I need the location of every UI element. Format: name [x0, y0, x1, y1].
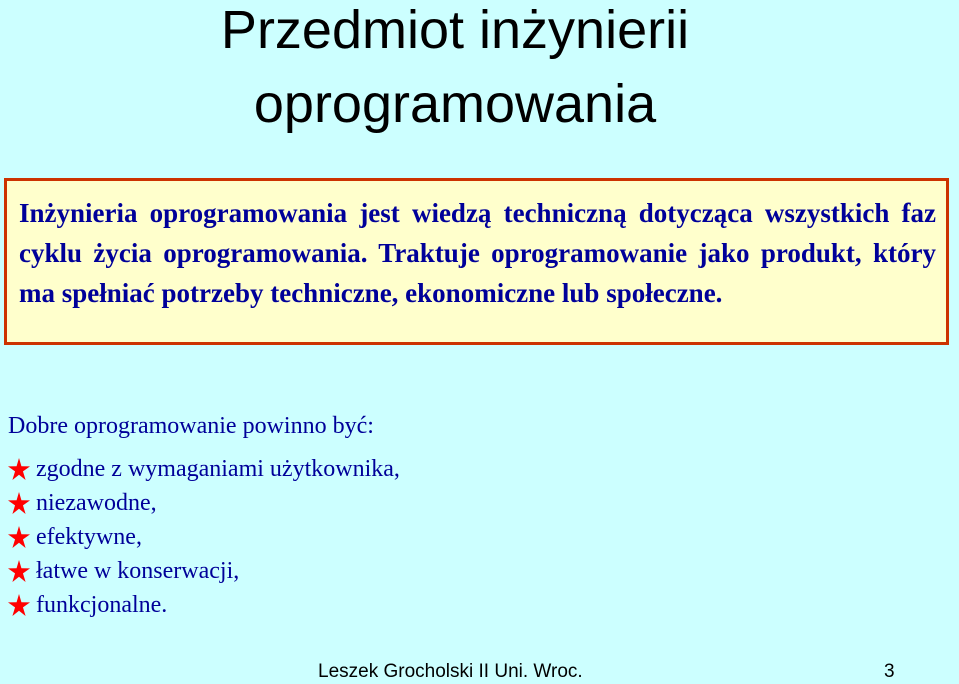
- red-star-icon: [8, 560, 30, 582]
- red-star-icon: [8, 526, 30, 548]
- list-item: [8, 452, 400, 486]
- requirements-list: [8, 452, 400, 622]
- list-item: [8, 554, 400, 588]
- list-item-text: funkcjonalne.: [36, 591, 168, 618]
- slide-title-line-2: oprogramowania: [253, 74, 657, 134]
- list-heading: Dobre oprogramowanie powinno być:: [8, 413, 374, 439]
- red-star-icon: [8, 594, 30, 616]
- footer-author: Leszek Grocholski II Uni. Wroc.: [318, 661, 583, 682]
- list-item: [8, 486, 400, 520]
- list-item-text: niezawodne,: [36, 489, 157, 516]
- definition-text: Inżynieria oprogramowania jest wiedzą techniczną dotycząca wszystkich faz cyklu życia oprogramowania. Traktuje oprogramowanie jako produkt, który ma spełniać potrzeby techniczne, ekonomiczne lub społeczne.: [19, 198, 936, 308]
- list-item-text: efektywne,: [36, 523, 142, 550]
- list-item: [8, 520, 400, 554]
- slide-title-line-1: Przedmiot inżynierii: [220, 0, 690, 60]
- red-star-icon: [8, 492, 30, 514]
- definition-box: [4, 178, 949, 345]
- list-item-text: łatwe w konserwacji,: [36, 557, 240, 584]
- list-item-text: zgodne z wymaganiami użytkownika,: [36, 455, 400, 482]
- list-item: [8, 588, 400, 622]
- red-star-icon: [8, 458, 30, 480]
- page-number: 3: [884, 661, 895, 682]
